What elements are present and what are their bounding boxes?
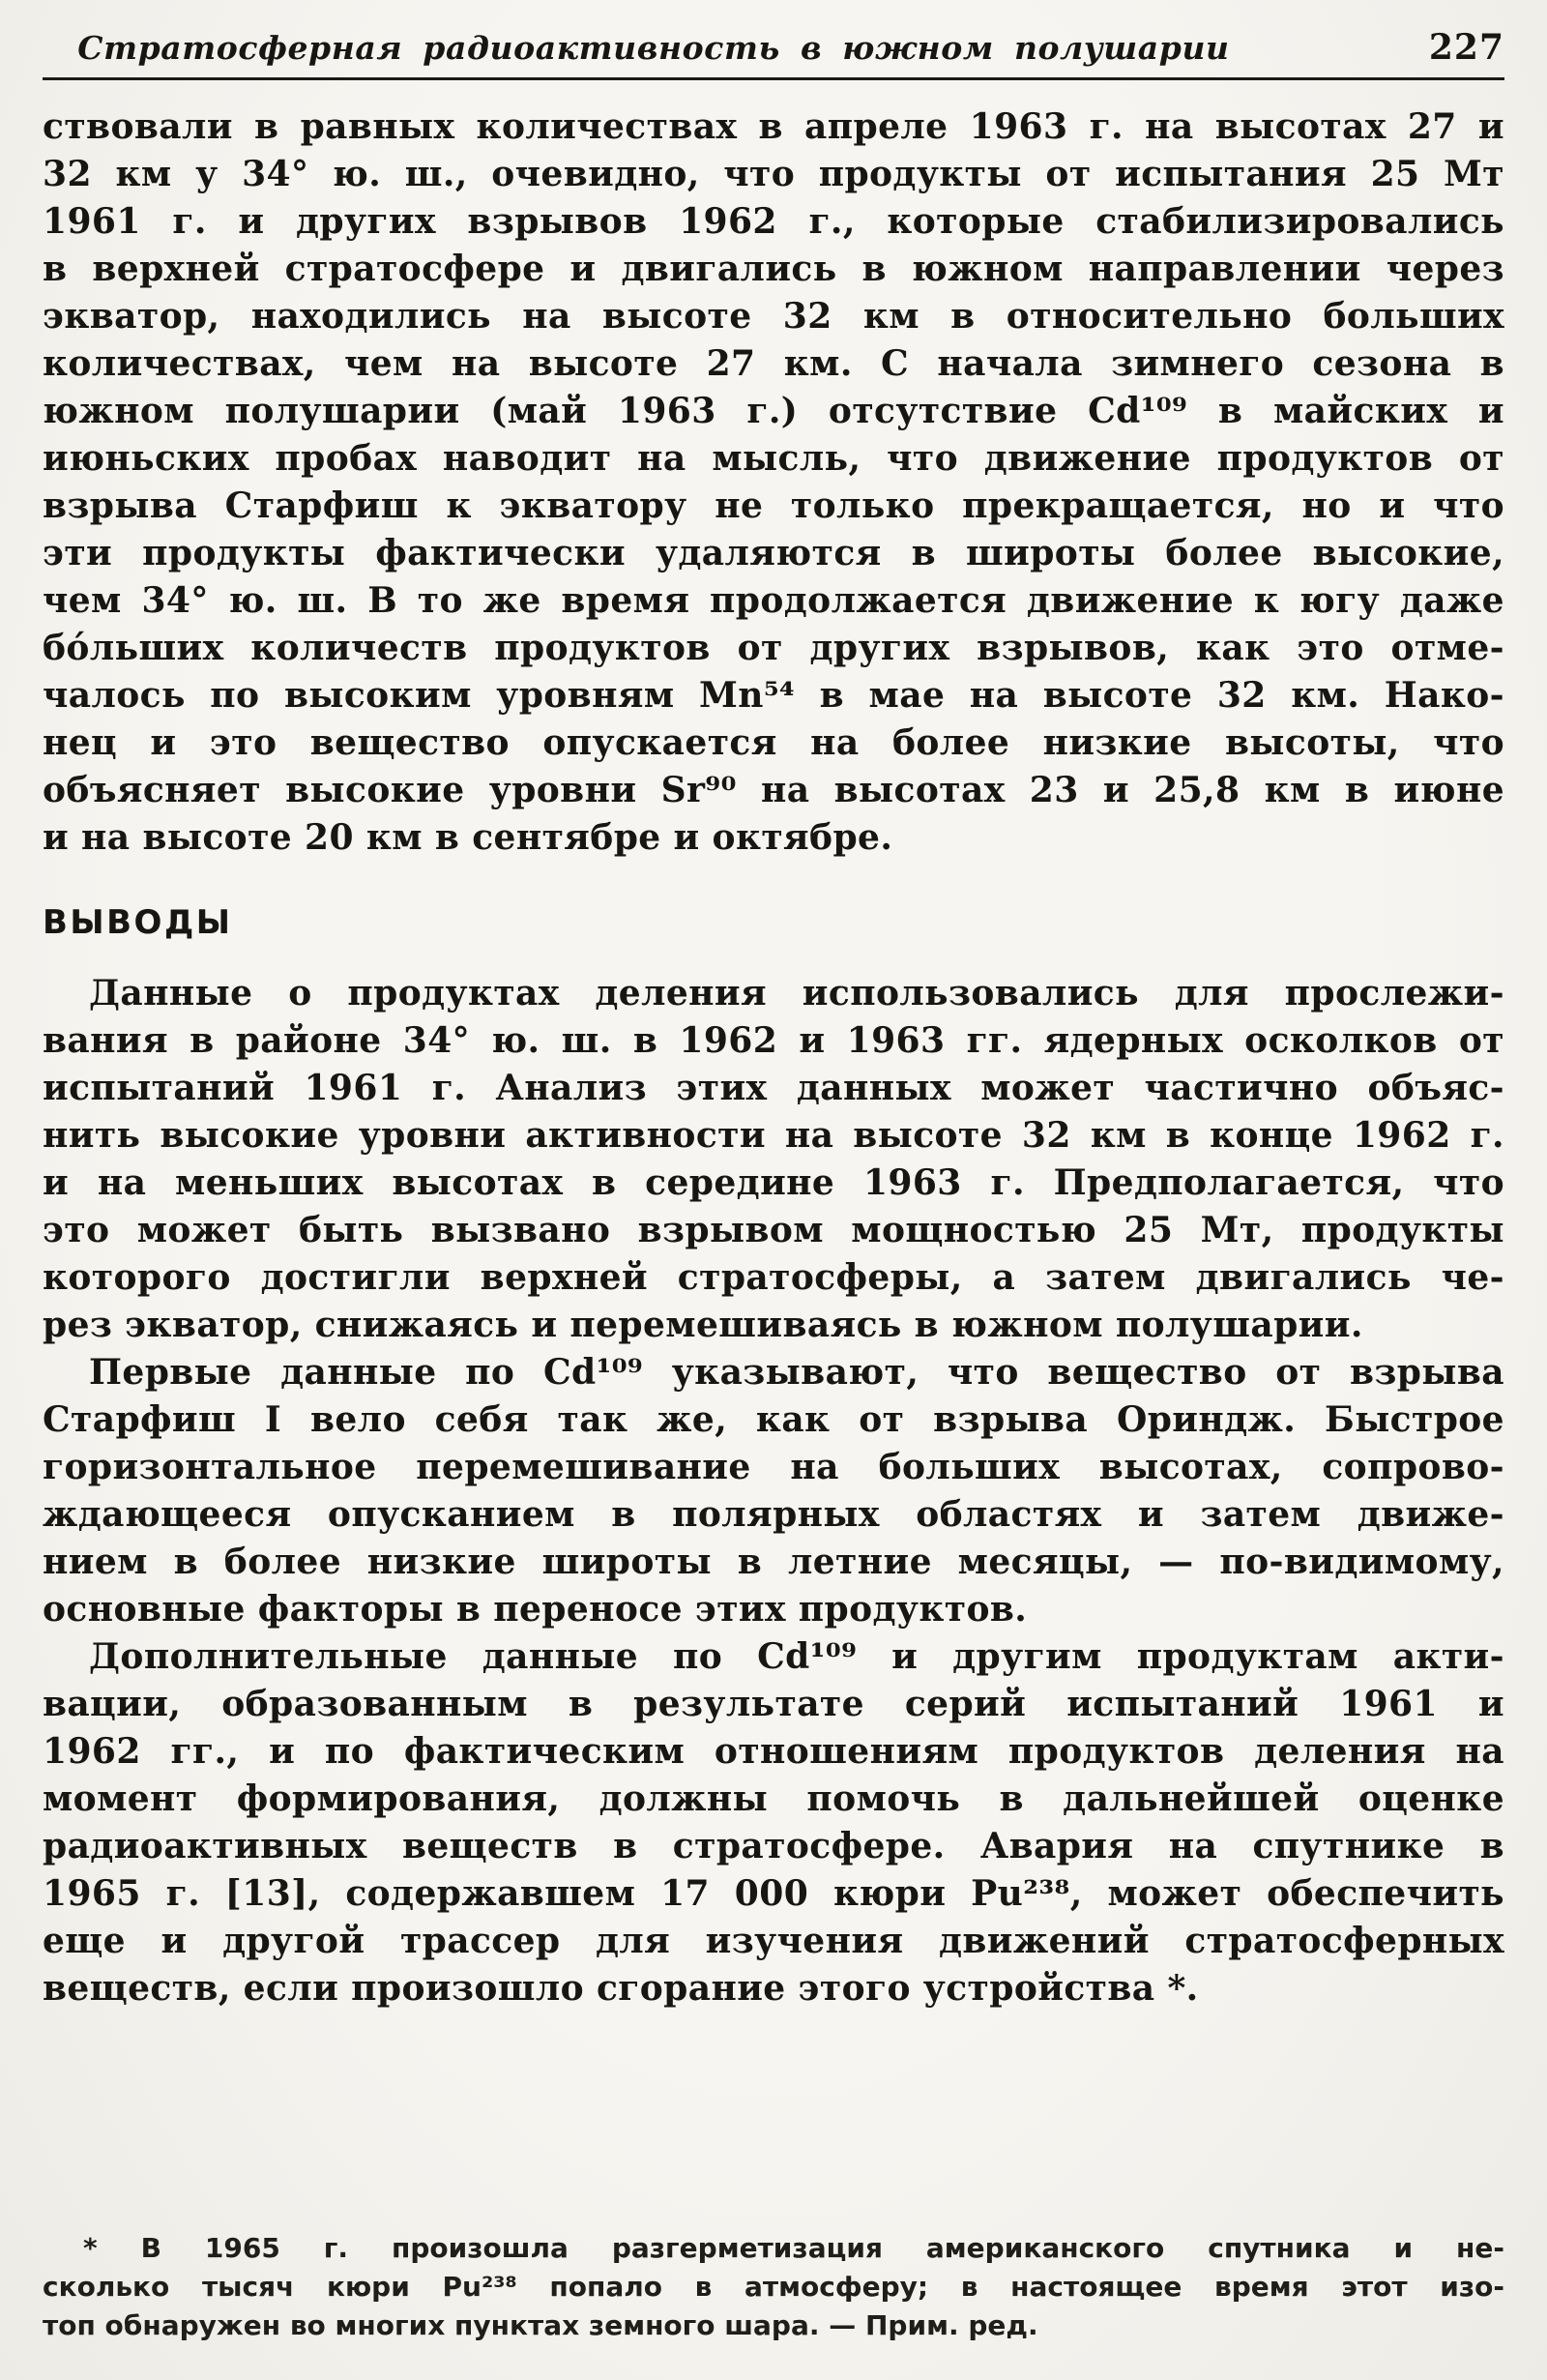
text-line: момент формирования, должны помочь в дальнейшей оценке — [43, 1778, 1504, 1819]
page-number: 227 — [1428, 27, 1504, 68]
text-line: объясняет высокие уровни Sr⁹⁰ на высотах 23 и 25,8 км в июне — [43, 770, 1504, 810]
text-line: чем 34° ю. ш. В то же время продолжается движение к югу даже — [43, 580, 1504, 621]
text-line: вации, образованным в результате серий испытаний 1961 и — [43, 1684, 1504, 1724]
text-line: эти продукты фактически удаляются в широты более высокие, — [43, 533, 1504, 573]
text-line: нец и это вещество опускается на более низкие высоты, что — [43, 722, 1504, 763]
text-line: топ обнаружен во многих пунктах земного шара. — Прим. ред. — [43, 2309, 1038, 2341]
text-line: ждающееся опусканием в полярных областях и затем движе- — [43, 1494, 1504, 1535]
running-head — [43, 19, 1504, 77]
running-head-title: Стратосферная радиоактивность в южном полушарии — [77, 29, 1230, 67]
text-line: 1961 г. и других взрывов 1962 г., которые стабилизировались — [43, 201, 1504, 242]
text-line: 1965 г. [13], содержавшем 17 000 кюри Pu²³⁸, может обеспечить — [43, 1873, 1504, 1914]
text-line: горизонтальное перемешивание на больших высотах, сопрово- — [43, 1447, 1504, 1487]
text-line: экватор, находились на высоте 32 км в относительно больших — [43, 296, 1504, 337]
text-line: 1962 гг., и по фактическим отношениям продуктов деления на — [43, 1731, 1504, 1772]
text-line: 32 км у 34° ю. ш., очевидно, что продукты от испытания 25 Мт — [43, 154, 1504, 194]
text-line: нием в более низкие широты в летние месяцы, — по-видимому, — [43, 1542, 1504, 1582]
text-line: сколько тысяч кюри Pu²³⁸ попало в атмосферу; в настоящее время этот изо- — [43, 2271, 1504, 2303]
text-line: бо́льших количеств продуктов от других взрывов, как это отме- — [43, 628, 1504, 668]
body-text — [43, 103, 1504, 2013]
text-line: радиоактивных веществ в стратосфере. Авария на спутнике в — [43, 1826, 1504, 1866]
paragraph-conclusions-3 — [43, 1633, 1504, 2013]
text-line: ствовали в равных количествах в апреле 1963 г. на высотах 27 и — [43, 106, 1504, 147]
footnote — [43, 2229, 1504, 2345]
text-line: Дополнительные данные по Cd¹⁰⁹ и другим продуктам акти- — [89, 1636, 1504, 1677]
text-line: веществ, если произошло сгорание этого устройства *. — [43, 1968, 1199, 2009]
footnote-text — [43, 2229, 1504, 2345]
text-line: еще и другой трассер для изучения движений стратосферных — [43, 1921, 1504, 1961]
paragraph-conclusions-2 — [43, 1349, 1504, 1633]
text-line: Первые данные по Cd¹⁰⁹ указывают, что вещество от взрыва — [89, 1352, 1504, 1393]
text-line: * В 1965 г. произошла разгерметизация американского спутника и не- — [83, 2232, 1504, 2264]
text-line: которого достигли верхней стратосферы, а затем двигались че- — [43, 1257, 1504, 1298]
text-line: Старфиш I вело себя так же, как от взрыва Ориндж. Быстрое — [43, 1399, 1504, 1440]
text-line: чалось по высоким уровням Mn⁵⁴ в мае на высоте 32 км. Нако- — [43, 675, 1504, 716]
text-line: нить высокие уровни активности на высоте 32 км в конце 1962 г. — [43, 1115, 1504, 1156]
text-line: основные факторы в переносе этих продуктов. — [43, 1589, 1028, 1630]
text-line: рез экватор, снижаясь и перемешиваясь в южном полушарии. — [43, 1305, 1363, 1345]
text-line: Данные о продуктах деления использовались для прослежи- — [89, 973, 1504, 1014]
text-line: взрыва Старфиш к экватору не только прекращается, но и что — [43, 485, 1504, 526]
text-line: количествах, чем на высоте 27 км. С начала зимнего сезона в — [43, 343, 1504, 384]
text-line: южном полушарии (май 1963 г.) отсутствие Cd¹⁰⁹ в майских и — [43, 391, 1504, 431]
text-line: и на меньших высотах в середине 1963 г. Предполагается, что — [43, 1162, 1504, 1203]
paragraph-continuation — [43, 103, 1504, 862]
text-line: это может быть вызвано взрывом мощностью 25 Мт, продукты — [43, 1210, 1504, 1250]
text-line: июньских пробах наводит на мысль, что движение продуктов от — [43, 438, 1504, 479]
text-line: в верхней стратосфере и двигались в южном направлении через — [43, 249, 1504, 289]
section-heading: ВЫВОДЫ — [43, 903, 233, 942]
text-line: и на высоте 20 км в сентябре и октябре. — [43, 817, 893, 858]
header-rule — [43, 77, 1504, 80]
text-line: вания в районе 34° ю. ш. в 1962 и 1963 гг. ядерных осколков от — [43, 1020, 1504, 1061]
text-line: испытаний 1961 г. Анализ этих данных может частично объяс- — [43, 1068, 1504, 1108]
paragraph-conclusions-1 — [43, 970, 1504, 1349]
